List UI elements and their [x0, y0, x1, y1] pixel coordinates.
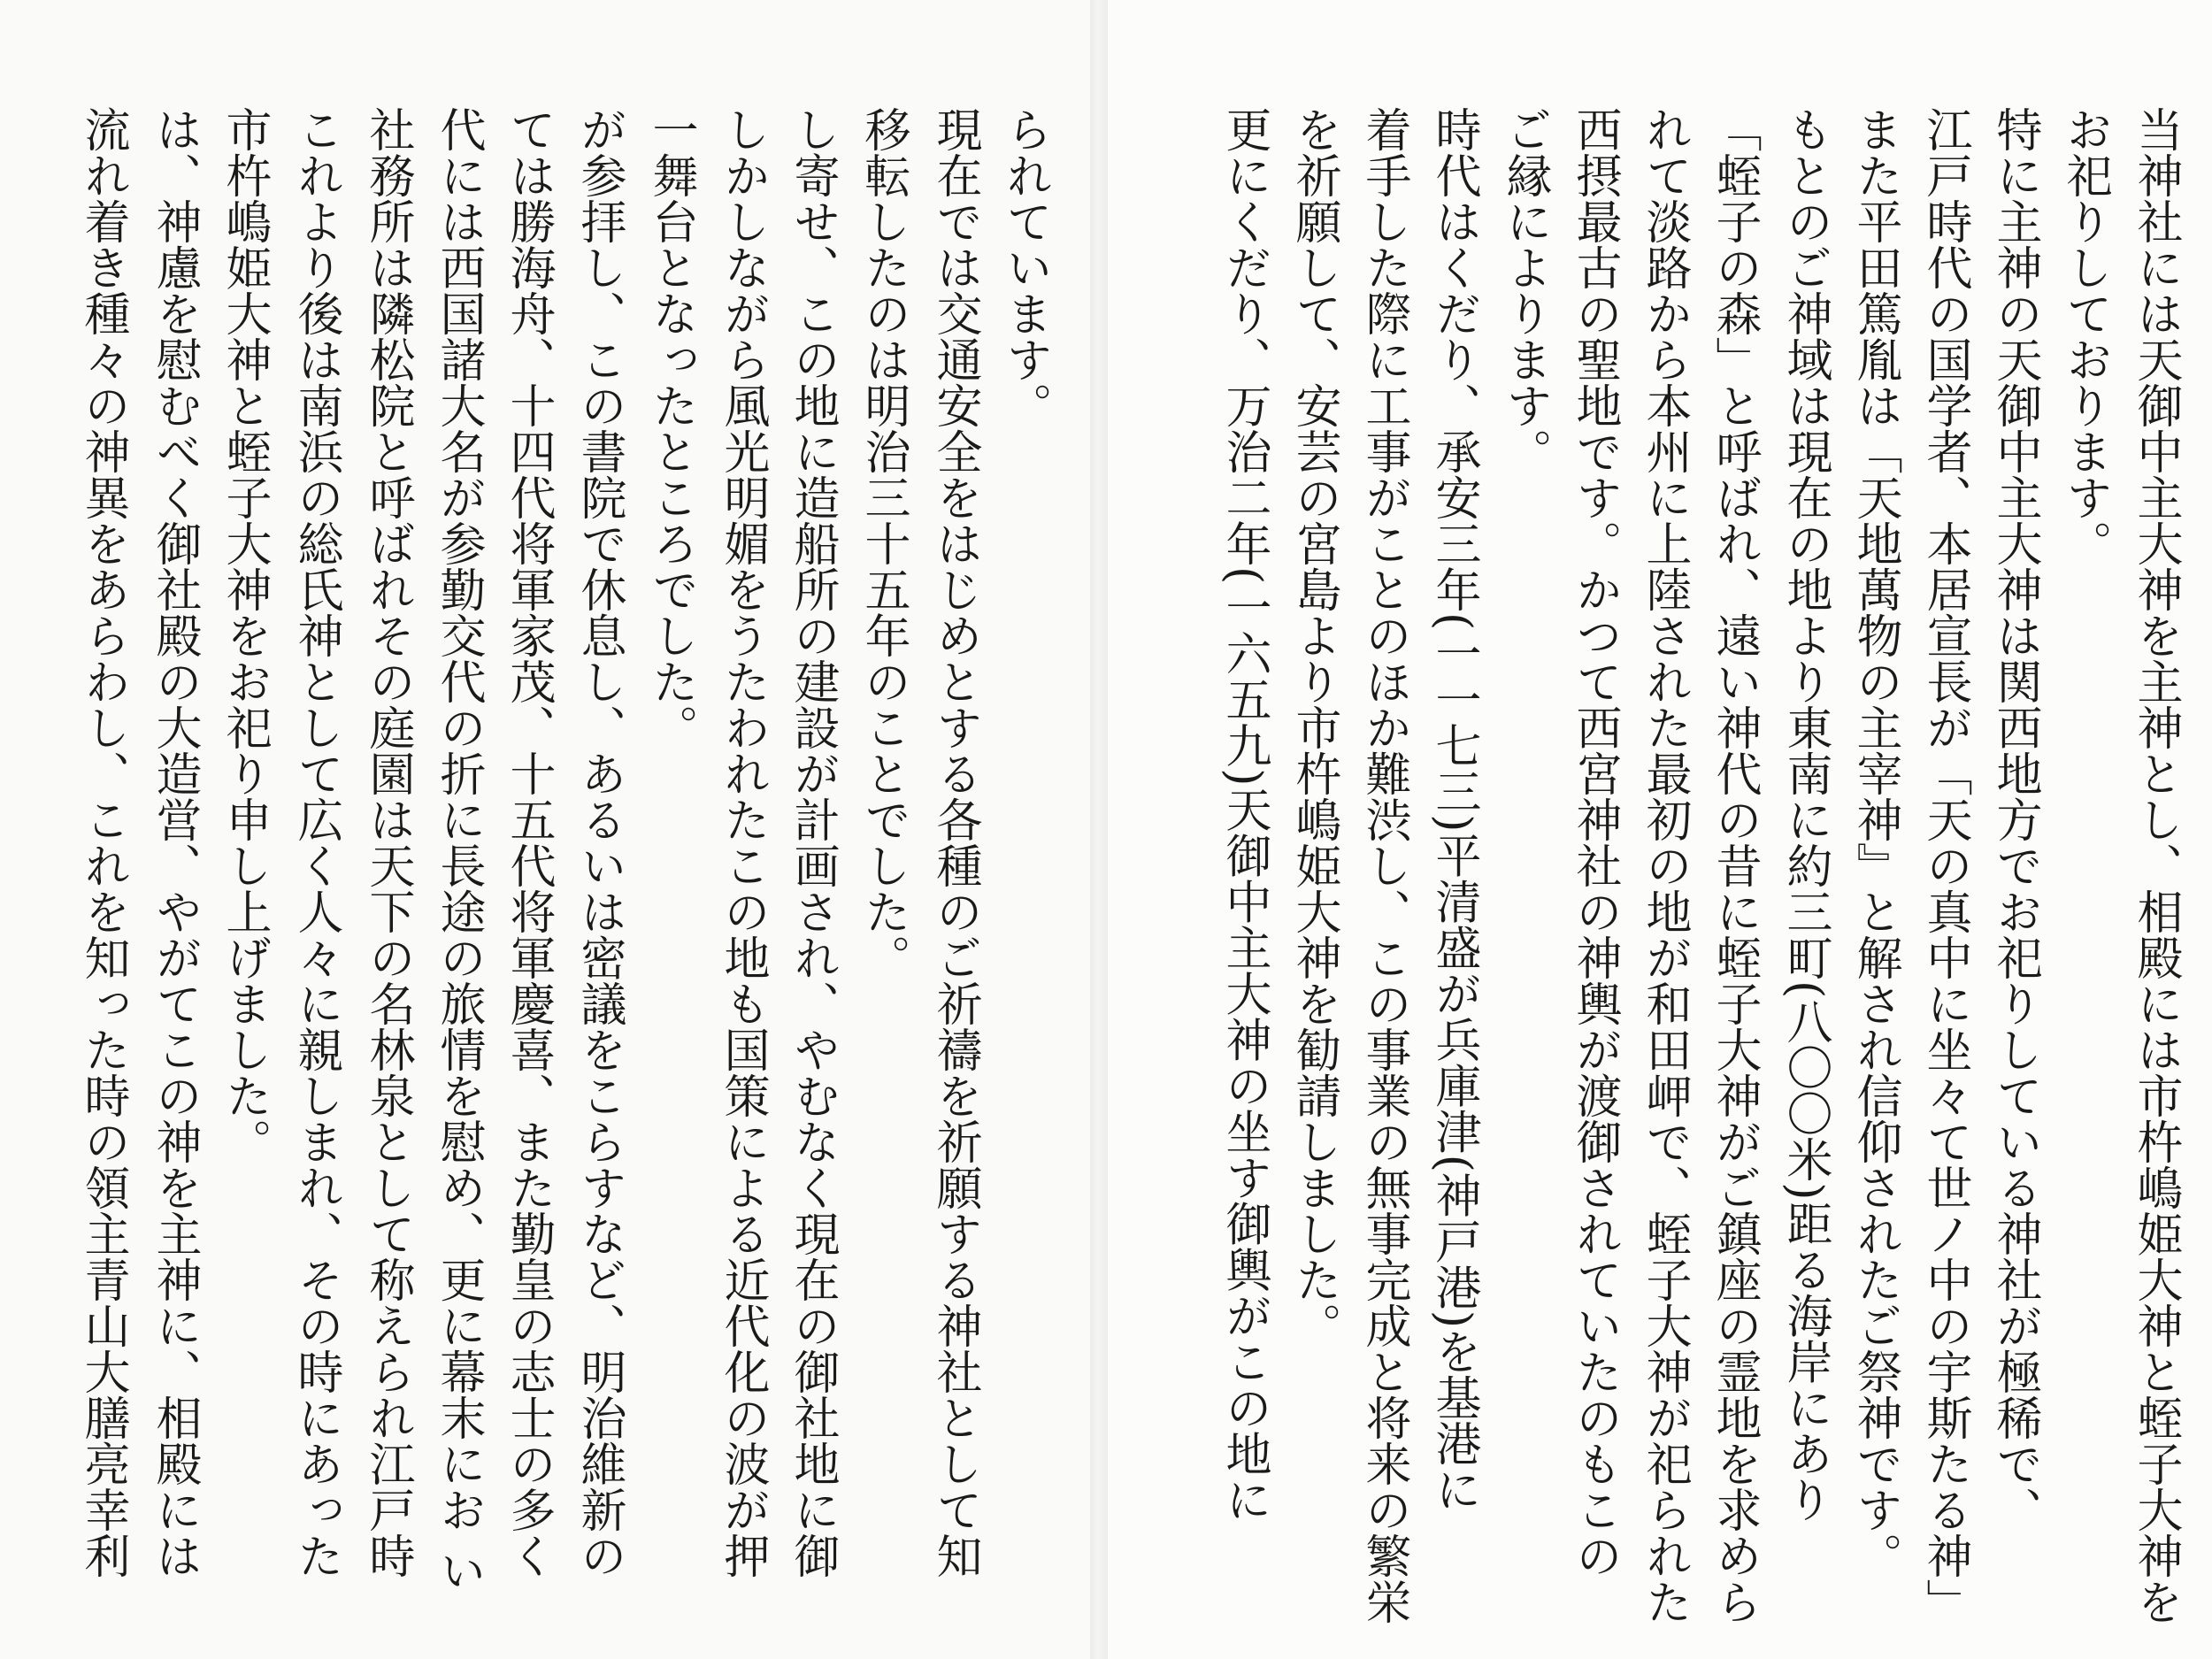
- text-column: られています。: [998, 106, 1051, 428]
- text-column: ては勝海舟、十四代将軍家茂、十五代将軍慶喜、また勤皇の志士の多く: [502, 106, 555, 1578]
- text-column: 江戸時代の国学者、本居宣長が「天の真中に坐々て世ノ中の宇斯たる神」: [1918, 106, 1971, 1624]
- left-page: [0, 0, 1090, 1659]
- text-column: れて淡路から本州に上陸された最初の地が和田岬で、蛭子大神が祀られた: [1638, 106, 1691, 1624]
- text-column: し寄せ、この地に造船所の建設が計画され、やむなく現在の御社地に御: [786, 106, 839, 1578]
- text-column: は、神慮を慰むべく御社殿の大造営、やがてこの神を主神に、相殿には: [148, 106, 201, 1578]
- text-column: 更にくだり、万治二年(一六五九)天御中主大神の坐す御輿がこの地に: [1217, 106, 1271, 1523]
- text-column: これより後は南浜の総氏神として広く人々に親しまれ、その時にあった: [289, 106, 342, 1578]
- text-column: が参拝し、この書院で休息し、あるいは密議をこらすなど、明治維新の: [572, 106, 626, 1578]
- text-column: 社務所は隣松院と呼ばれその庭園は天下の名林泉として称えられ江戸時: [361, 106, 414, 1578]
- text-column: を祈願して、安芸の宮島より市杵嶋姫大神を勧請しました。: [1287, 106, 1340, 1348]
- text-column: ご縁によります。: [1498, 106, 1551, 474]
- text-column: もとのご神域は現在の地より東南に約三町(八〇〇米)距る海岸にあり: [1778, 106, 1832, 1523]
- text-column: 西摂最古の聖地です。かつて西宮神社の神輿が渡御されていたのもこの: [1568, 106, 1621, 1578]
- text-column: 一舞台となったところでした。: [644, 106, 697, 750]
- text-column: 「蛭子の森」と呼ばれ、遠い神代の昔に蛭子大神がご鎮座の霊地を求めら: [1708, 106, 1761, 1624]
- text-column: また平田篤胤は「天地萬物の主宰神』と解され信仰されたご祭神です。: [1848, 106, 1901, 1578]
- text-column: 流れ着き種々の神異をあらわし、これを知った時の領主青山大膳亮幸利: [76, 106, 129, 1578]
- text-column: しかしながら風光明媚をうたわれたこの地も国策による近代化の波が押: [716, 106, 769, 1578]
- text-column: 特に主神の天御中主大神は関西地方でお祀りしている神社が極稀で、: [1988, 106, 2041, 1532]
- text-column: 当神社には天御中主大神を主神とし、相殿には市杵嶋姫大神と蛭子大神を: [2129, 106, 2182, 1624]
- text-column: 現在では交通安全をはじめとする各種のご祈禱を祈願する神社として知: [928, 106, 981, 1578]
- text-column: 市杵嶋姫大神と蛭子大神をお祀り申し上げました。: [218, 106, 271, 1164]
- text-column: 代には西国諸大名が参勤交代の折に長途の旅情を慰め、更に幕末にお い: [432, 106, 485, 1594]
- book-gutter: [1090, 0, 1108, 1659]
- text-column: 移転したのは明治三十五年のことでした。: [856, 106, 910, 980]
- text-column: 着手した際に工事がことのほか難渋し、この事業の無事完成と将来の繁栄: [1357, 106, 1410, 1624]
- right-page: [1108, 0, 2212, 1659]
- text-column: 時代はくだり、承安三年(一一七三)平清盛が兵庫津(神戸港)を基港に: [1427, 106, 1480, 1513]
- text-column: お祀りしております。: [2058, 106, 2111, 566]
